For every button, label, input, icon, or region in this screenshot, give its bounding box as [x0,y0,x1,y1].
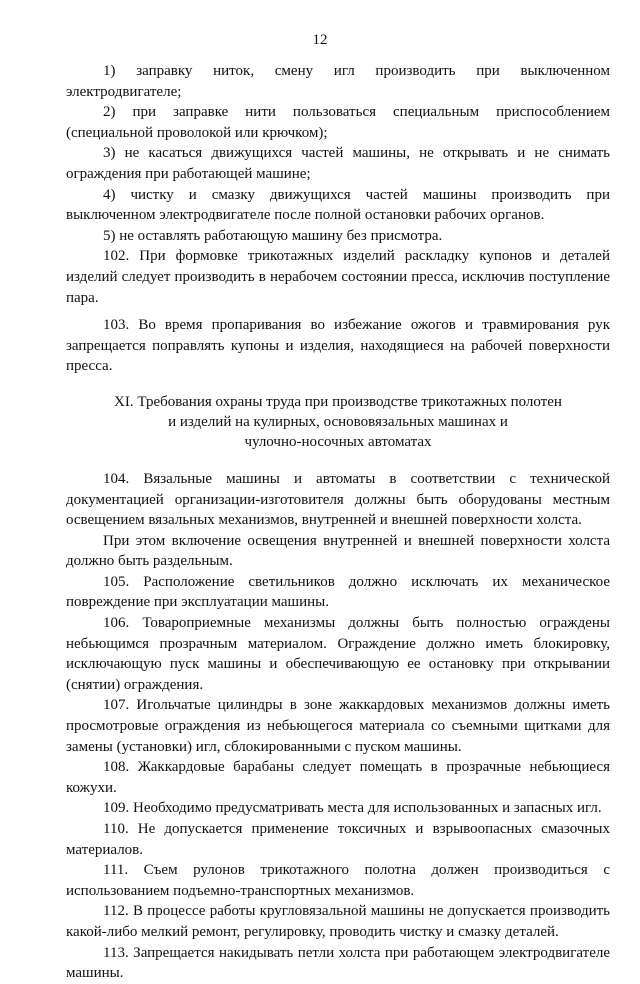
paragraph-107: 107. Игольчатые цилиндры в зоне жаккардовых механизмов должны иметь просмотровые ограждения из небьющегося материала со съемными щитками для замены (установки) игл, сблокированными с пуском машины. [66,697,610,755]
paragraph-102: 102. При формовке трикотажных изделий раскладку купонов и деталей изделий следует производить в нерабочем состоянии пресса, исключив поступление пара. [66,248,610,306]
section-heading-line: и изделий на кулирных, основовязальных машинах и [168,413,508,430]
list-item: 4) чистку и смазку движущихся частей машины производить при выключенном электродвигателе после полной остановки рабочих органов. [66,186,610,224]
list-item: 2) при заправке нити пользоваться специальным приспособлением (специальной проволокой или крючком); [66,104,610,141]
paragraph-110: 110. Не допускается применение токсичных и взрывоопасных смазочных материалов. [66,821,610,858]
paragraph-111: 111. Съем рулонов трикотажного полотна должен производиться с использованием подъемно-транспортных механизмов. [66,862,610,899]
section-heading-line: чулочно-носочных автоматах [244,433,432,450]
paragraph-108: 108. Жаккардовые барабаны следует помещать в прозрачные небьющиеся кожухи. [66,759,610,796]
section-heading [66,392,610,452]
paragraph-106: 106. Товароприемные механизмы должны быть полностью ограждены небьющимся прозрачным материалом. Ограждение должно иметь блокировку, исключающую пуск машины и обеспечивающую ее остановку при открывании (снятии) ограждения. [66,615,610,693]
paragraph-113: 113. Запрещается накидывать петли холста при работающем электродвигателе машины. [66,944,610,982]
paragraph-104: 104. Вязальные машины и автоматы в соответствии с технической документацией организации-изготовителя должны быть оборудованы местным освещением вязальных механизмов, внутренней и внешней поверхности холста. [66,470,610,529]
document-body [66,61,610,984]
list-item: 5) не оставлять работающую машину без присмотра. [103,227,443,244]
paragraph-109: 109. Необходимо предусматривать места для использованных и запасных игл. [103,800,602,817]
paragraph-103: 103. Во время пропаривания во избежание ожогов и травмирования рук запрещается поправлять купоны и изделия, находящиеся на рабочей поверхности пресса. [66,317,610,375]
paragraph-105: 105. Расположение светильников должно исключать их механическое повреждение при эксплуатации машины. [66,573,610,611]
section-heading-line: XI. Требования охраны труда при производстве трикотажных полотен [114,393,562,410]
paragraph-104-continued: При этом включение освещения внутренней и внешней поверхности холста должно быть раздельным. [66,532,610,570]
list-item: 1) заправку ниток, смену игл производить при выключенном электродвигателе; [66,63,610,100]
page-number: 12 [312,32,328,48]
list-item: 3) не касаться движущихся частей машины, не открывать и не снимать ограждения при работающей машине; [66,145,610,182]
paragraph-112: 112. В процессе работы кругловязальной машины не допускается производить какой-либо мелкий ремонт, регулировку, проводить чистку и смазку деталей. [66,903,610,940]
